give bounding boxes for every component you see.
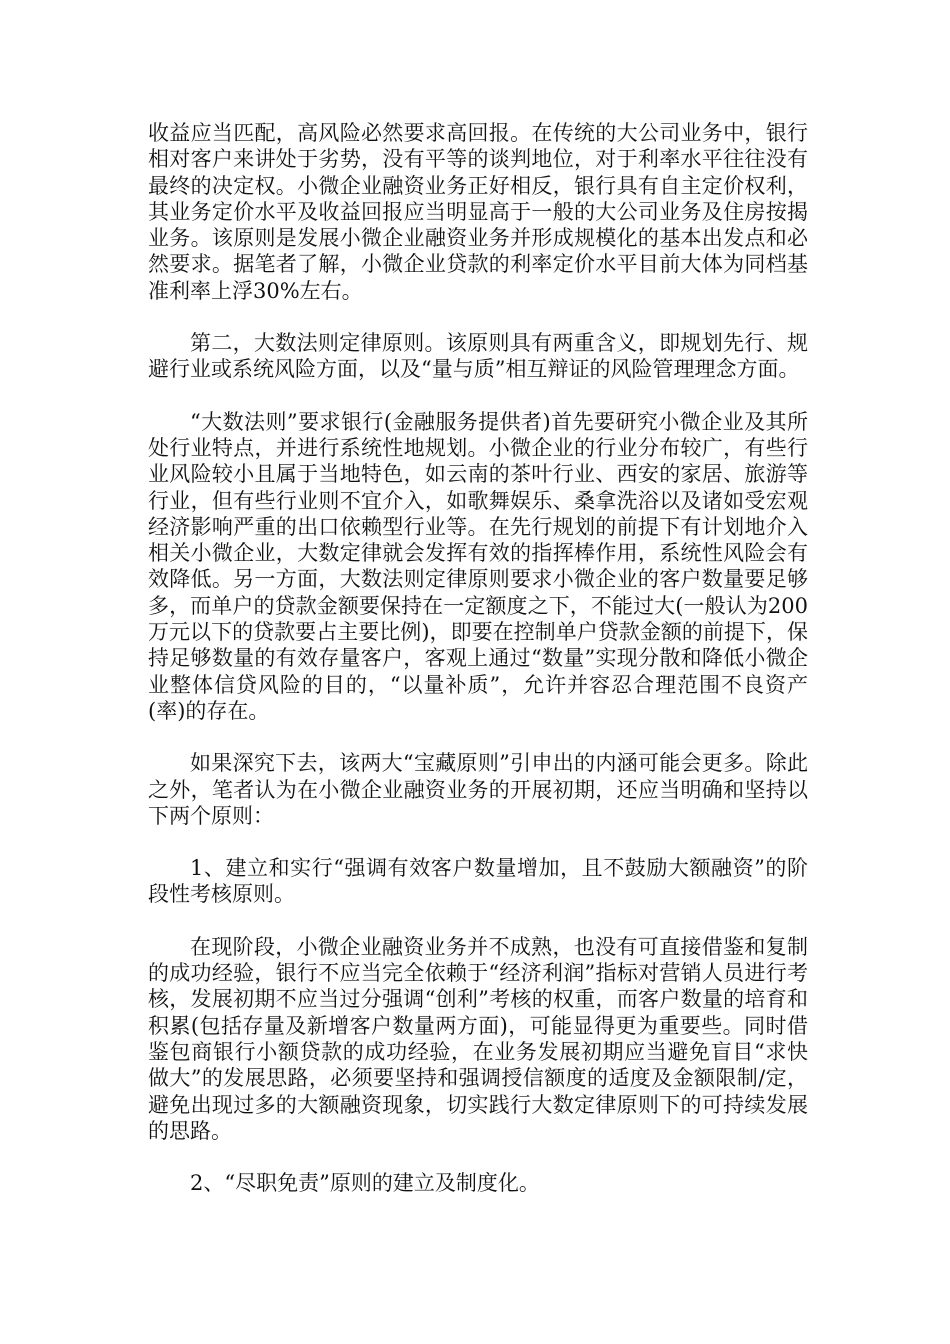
paragraph-principle-one-detail: 在现阶段，小微企业融资业务并不成熟，也没有可直接借鉴和复制的成功经验，银行不应当完全依赖于“经济利润”指标对营销人员进行考核，发展初期不应当过分强调“创利”考核的权重，而客户数量的培育和积累(包括存量及新增客户数量两方面)，可能显得更为重要些。同时借鉴包商银行小额贷款的成功经验，在业务发展初期应当避免盲目“求快做大”的发展思路，必须要坚持和强调授信额度的适度及金额限制/定，避免出现过多的大额融资现象，切实践行大数定律原则下的可持续发展的思路。 bbox=[148, 934, 808, 1143]
paragraph-pricing-principle: 收益应当匹配，高风险必然要求高回报。在传统的大公司业务中，银行相对客户来讲处于劣势，没有平等的谈判地位，对于利率水平往往没有最终的决定权。小微企业融资业务正好相反，银行具有自主定价权利，其业务定价水平及收益回报应当明显高于一般的大公司业务及住房按揭业务。该原则是发展小微企业融资业务并形成规模化的基本出发点和必然要求。据笔者了解，小微企业贷款的利率定价水平目前大体为同档基准利率上浮30%左右。 bbox=[148, 121, 808, 303]
paragraph-additional-principles: 如果深究下去，该两大“宝藏原则”引申出的内涵可能会更多。除此之外，笔者认为在小微企业融资业务的开展初期，还应当明确和坚持以下两个原则： bbox=[148, 751, 808, 828]
paragraph-law-of-large-numbers: 第二，大数法则定律原则。该原则具有两重含义，即规划先行、规避行业或系统风险方面，以及“量与质”相互辩证的风险管理理念方面。 bbox=[148, 331, 808, 382]
paragraph-large-numbers-detail: “大数法则”要求银行(金融服务提供者)首先要研究小微企业及其所处行业特点，并进行系统性地规划。小微企业的行业分布较广，有些行业风险较小且属于当地特色，如云南的茶叶行业、西安的家居、旅游等行业，但有些行业则不宜介入，如歌舞娱乐、桑拿洗浴以及诸如受宏观经济影响严重的出口依赖型行业等。在先行规划的前提下有计划地介入相关小微企业，大数定律就会发挥有效的指挥棒作用，系统性风险会有效降低。另一方面，大数法则定律原则要求小微企业的客户数量要足够多，而单户的贷款金额要保持在一定额度之下，不能过大(一般认为200万元以下的贷款要占主要比例)，即要在控制单户贷款金额的前提下，保持足够数量的有效存量客户，客观上通过“数量”实现分散和降低小微企业整体信贷风险的目的，“以量补质”，允许并容忍合理范围不良资产(率)的存在。 bbox=[148, 409, 808, 723]
paragraph-principle-two-heading: 2、“尽职免责”原则的建立及制度化。 bbox=[190, 1171, 540, 1196]
document-page bbox=[148, 120, 808, 1222]
paragraph-principle-one-heading: 1、建立和实行“强调有效客户数量增加，且不鼓励大额融资”的阶段性考核原则。 bbox=[148, 856, 808, 907]
